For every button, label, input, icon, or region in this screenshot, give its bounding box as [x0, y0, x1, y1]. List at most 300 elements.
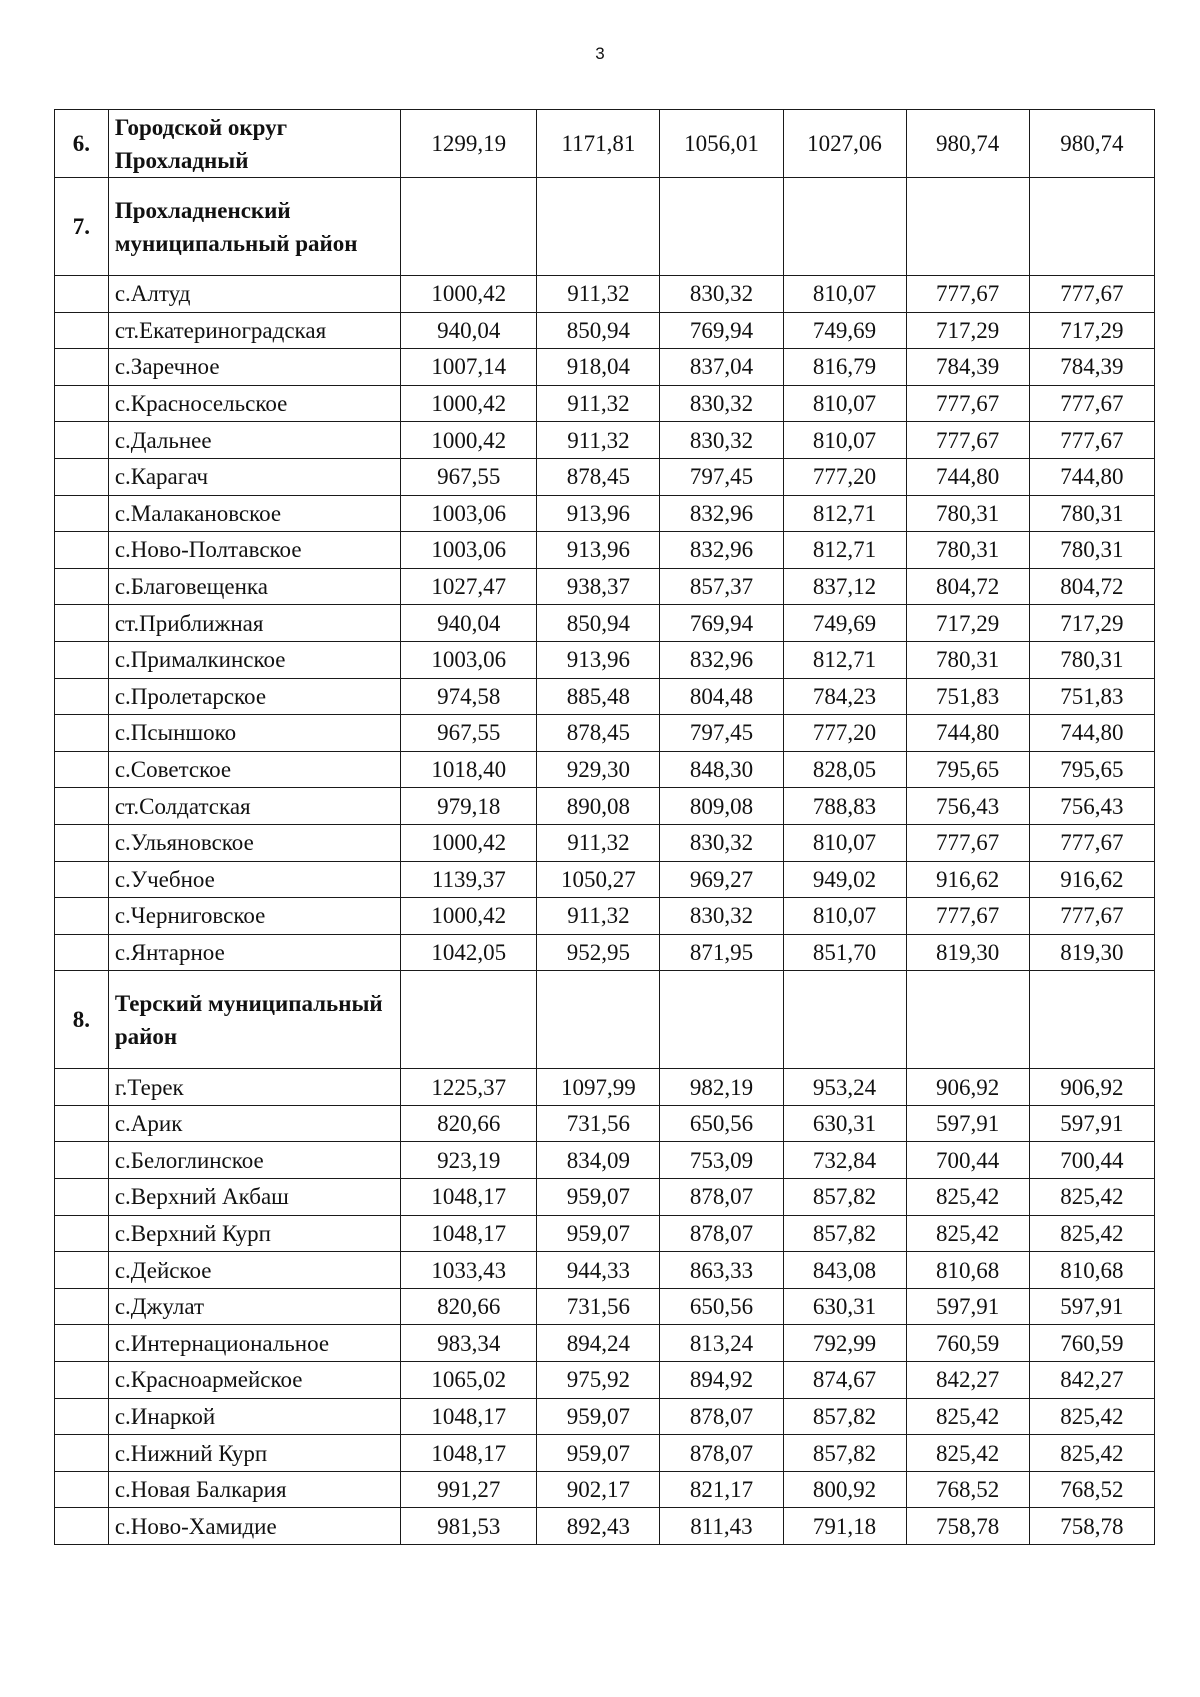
settlement-name: с.Красносельское [108, 385, 400, 422]
value-cell: 777,67 [1029, 276, 1154, 313]
settlement-name: с.Нижний Курп [108, 1435, 400, 1472]
settlement-name: с.Заречное [108, 349, 400, 386]
table-row [55, 422, 1155, 459]
index-cell [55, 1398, 109, 1435]
index-cell [55, 1252, 109, 1289]
table-row [55, 312, 1155, 349]
value-cell: 890,08 [537, 788, 660, 825]
index-cell [55, 532, 109, 569]
value-cell: 1050,27 [537, 861, 660, 898]
settlement-name: с.Арик [108, 1105, 400, 1142]
index-cell [55, 1215, 109, 1252]
value-cell: 804,72 [906, 568, 1029, 605]
value-cell: 825,42 [906, 1398, 1029, 1435]
settlement-name: с.Интернациональное [108, 1325, 400, 1362]
section-value-cell [783, 178, 906, 276]
value-cell: 843,08 [783, 1252, 906, 1289]
table-row [55, 1179, 1155, 1216]
value-cell: 797,45 [660, 458, 783, 495]
value-cell: 851,70 [783, 934, 906, 971]
value-cell: 812,71 [783, 495, 906, 532]
value-cell: 874,67 [783, 1362, 906, 1399]
value-cell: 744,80 [906, 458, 1029, 495]
value-cell: 916,62 [1029, 861, 1154, 898]
value-cell: 1027,47 [401, 568, 537, 605]
value-cell: 892,43 [537, 1508, 660, 1545]
section-title: Терский муниципальный район [108, 971, 400, 1069]
index-cell [55, 824, 109, 861]
value-cell: 949,02 [783, 861, 906, 898]
value-cell: 819,30 [906, 934, 1029, 971]
value-cell: 911,32 [537, 276, 660, 313]
value-cell: 1000,42 [401, 824, 537, 861]
index-cell [55, 1435, 109, 1472]
value-cell: 959,07 [537, 1215, 660, 1252]
value-cell: 1000,42 [401, 898, 537, 935]
value-cell: 959,07 [537, 1398, 660, 1435]
value-cell: 821,17 [660, 1471, 783, 1508]
value-cell: 863,33 [660, 1252, 783, 1289]
value-cell: 630,31 [783, 1288, 906, 1325]
value-cell: 830,32 [660, 898, 783, 935]
index-cell [55, 385, 109, 422]
table-row [55, 349, 1155, 386]
value-cell: 816,79 [783, 349, 906, 386]
value-cell: 825,42 [1029, 1215, 1154, 1252]
value-cell: 777,67 [1029, 385, 1154, 422]
settlement-name: с.Малакановское [108, 495, 400, 532]
index-cell [55, 934, 109, 971]
value-cell: 1048,17 [401, 1398, 537, 1435]
value-cell: 1018,40 [401, 751, 537, 788]
table-row [55, 1288, 1155, 1325]
value-cell: 784,39 [1029, 349, 1154, 386]
value-cell: 857,82 [783, 1215, 906, 1252]
value-cell: 804,72 [1029, 568, 1154, 605]
value-cell: 983,34 [401, 1325, 537, 1362]
table-body [55, 110, 1155, 1545]
table-row [55, 532, 1155, 569]
section-value-cell [906, 971, 1029, 1069]
settlement-name: с.Алтуд [108, 276, 400, 313]
index-cell [55, 1069, 109, 1106]
settlement-name: с.Черниговское [108, 898, 400, 935]
table-row [55, 385, 1155, 422]
value-cell: 878,07 [660, 1215, 783, 1252]
table-row [55, 1215, 1155, 1252]
value-cell: 797,45 [660, 715, 783, 752]
value-cell: 751,83 [1029, 678, 1154, 715]
section-value-cell [1029, 971, 1154, 1069]
value-cell: 913,96 [537, 532, 660, 569]
table-row [55, 641, 1155, 678]
settlement-name: с.Красноармейское [108, 1362, 400, 1399]
value-cell: 795,65 [906, 751, 1029, 788]
value-cell: 885,48 [537, 678, 660, 715]
value-cell: 902,17 [537, 1471, 660, 1508]
value-cell: 744,80 [1029, 715, 1154, 752]
value-cell: 825,42 [1029, 1435, 1154, 1472]
value-cell: 717,29 [1029, 605, 1154, 642]
value-cell: 894,92 [660, 1362, 783, 1399]
value-cell: 842,27 [1029, 1362, 1154, 1399]
value-cell: 878,07 [660, 1179, 783, 1216]
index-cell [55, 1105, 109, 1142]
section-index: 7. [55, 178, 109, 276]
table-row [55, 788, 1155, 825]
value-cell: 819,30 [1029, 934, 1154, 971]
value-cell: 825,42 [906, 1215, 1029, 1252]
value-cell: 760,59 [1029, 1325, 1154, 1362]
section-value-cell: 980,74 [906, 110, 1029, 178]
value-cell: 1048,17 [401, 1215, 537, 1252]
section-value-cell: 980,74 [1029, 110, 1154, 178]
value-cell: 810,07 [783, 422, 906, 459]
value-cell: 834,09 [537, 1142, 660, 1179]
index-cell [55, 1508, 109, 1545]
value-cell: 717,29 [906, 605, 1029, 642]
settlement-name: ст.Приближная [108, 605, 400, 642]
value-cell: 1042,05 [401, 934, 537, 971]
section-value-cell [401, 178, 537, 276]
value-cell: 810,07 [783, 276, 906, 313]
value-cell: 753,09 [660, 1142, 783, 1179]
value-cell: 1007,14 [401, 349, 537, 386]
value-cell: 768,52 [906, 1471, 1029, 1508]
value-cell: 768,52 [1029, 1471, 1154, 1508]
settlement-name: ст.Екатериноградская [108, 312, 400, 349]
value-cell: 809,08 [660, 788, 783, 825]
value-cell: 795,65 [1029, 751, 1154, 788]
value-cell: 1048,17 [401, 1435, 537, 1472]
section-value-cell [660, 971, 783, 1069]
section-value-cell [537, 971, 660, 1069]
value-cell: 1139,37 [401, 861, 537, 898]
value-cell: 792,99 [783, 1325, 906, 1362]
value-cell: 749,69 [783, 605, 906, 642]
value-cell: 1000,42 [401, 276, 537, 313]
table-row [55, 1435, 1155, 1472]
index-cell [55, 1142, 109, 1179]
value-cell: 857,82 [783, 1398, 906, 1435]
table-row [55, 934, 1155, 971]
value-cell: 780,31 [906, 532, 1029, 569]
value-cell: 959,07 [537, 1435, 660, 1472]
page-number: 3 [595, 44, 605, 63]
value-cell: 788,83 [783, 788, 906, 825]
value-cell: 810,07 [783, 898, 906, 935]
value-cell: 780,31 [906, 495, 1029, 532]
value-cell: 758,78 [1029, 1508, 1154, 1545]
index-cell [55, 312, 109, 349]
value-cell: 982,19 [660, 1069, 783, 1106]
tariff-table [54, 109, 1155, 1545]
value-cell: 878,07 [660, 1435, 783, 1472]
value-cell: 731,56 [537, 1288, 660, 1325]
value-cell: 1000,42 [401, 385, 537, 422]
value-cell: 751,83 [906, 678, 1029, 715]
settlement-name: с.Дейское [108, 1252, 400, 1289]
value-cell: 979,18 [401, 788, 537, 825]
table-row [55, 1508, 1155, 1545]
value-cell: 1033,43 [401, 1252, 537, 1289]
value-cell: 906,92 [906, 1069, 1029, 1106]
value-cell: 913,96 [537, 641, 660, 678]
settlement-name: с.Прималкинское [108, 641, 400, 678]
value-cell: 650,56 [660, 1288, 783, 1325]
section-value-cell: 1027,06 [783, 110, 906, 178]
value-cell: 744,80 [1029, 458, 1154, 495]
value-cell: 597,91 [1029, 1288, 1154, 1325]
table-row [55, 861, 1155, 898]
settlement-name: с.Новая Балкария [108, 1471, 400, 1508]
section-title: Городской округ Прохладный [108, 110, 400, 178]
index-cell [55, 715, 109, 752]
section-value-cell: 1171,81 [537, 110, 660, 178]
section-index: 8. [55, 971, 109, 1069]
settlement-name: с.Верхний Курп [108, 1215, 400, 1252]
settlement-name: с.Ульяновское [108, 824, 400, 861]
table-row [55, 495, 1155, 532]
value-cell: 953,24 [783, 1069, 906, 1106]
value-cell: 967,55 [401, 458, 537, 495]
section-row [55, 110, 1155, 178]
value-cell: 1097,99 [537, 1069, 660, 1106]
value-cell: 804,48 [660, 678, 783, 715]
settlement-name: с.Ново-Хамидие [108, 1508, 400, 1545]
table-row [55, 1471, 1155, 1508]
section-value-cell [401, 971, 537, 1069]
section-value-cell: 1299,19 [401, 110, 537, 178]
index-cell [55, 605, 109, 642]
index-cell [55, 1325, 109, 1362]
table-row [55, 1105, 1155, 1142]
settlement-name: с.Джулат [108, 1288, 400, 1325]
settlement-name: ст.Солдатская [108, 788, 400, 825]
value-cell: 1048,17 [401, 1179, 537, 1216]
table-row [55, 568, 1155, 605]
value-cell: 777,20 [783, 715, 906, 752]
table-row [55, 1362, 1155, 1399]
value-cell: 777,20 [783, 458, 906, 495]
value-cell: 1225,37 [401, 1069, 537, 1106]
table-row [55, 276, 1155, 313]
value-cell: 784,39 [906, 349, 1029, 386]
section-row [55, 971, 1155, 1069]
value-cell: 830,32 [660, 276, 783, 313]
value-cell: 700,44 [1029, 1142, 1154, 1179]
index-cell [55, 1179, 109, 1216]
value-cell: 810,68 [906, 1252, 1029, 1289]
value-cell: 1065,02 [401, 1362, 537, 1399]
section-value-cell [660, 178, 783, 276]
table-row [55, 605, 1155, 642]
value-cell: 857,82 [783, 1179, 906, 1216]
index-cell [55, 788, 109, 825]
value-cell: 837,12 [783, 568, 906, 605]
value-cell: 769,94 [660, 312, 783, 349]
value-cell: 825,42 [906, 1179, 1029, 1216]
value-cell: 769,94 [660, 605, 783, 642]
value-cell: 756,43 [1029, 788, 1154, 825]
settlement-name: с.Верхний Акбаш [108, 1179, 400, 1216]
value-cell: 777,67 [906, 276, 1029, 313]
table-row [55, 898, 1155, 935]
value-cell: 830,32 [660, 422, 783, 459]
value-cell: 916,62 [906, 861, 1029, 898]
value-cell: 832,96 [660, 532, 783, 569]
table-row [55, 1069, 1155, 1106]
table-row [55, 458, 1155, 495]
value-cell: 650,56 [660, 1105, 783, 1142]
settlement-name: с.Инаркой [108, 1398, 400, 1435]
settlement-name: с.Ново-Полтавское [108, 532, 400, 569]
index-cell [55, 568, 109, 605]
settlement-name: с.Пролетарское [108, 678, 400, 715]
value-cell: 760,59 [906, 1325, 1029, 1362]
value-cell: 969,27 [660, 861, 783, 898]
section-value-cell [783, 971, 906, 1069]
section-row [55, 178, 1155, 276]
section-value-cell: 1056,01 [660, 110, 783, 178]
index-cell [55, 349, 109, 386]
value-cell: 780,31 [1029, 495, 1154, 532]
value-cell: 812,71 [783, 532, 906, 569]
table-row [55, 1398, 1155, 1435]
table-row [55, 751, 1155, 788]
table-row [55, 715, 1155, 752]
value-cell: 597,91 [906, 1105, 1029, 1142]
value-cell: 784,23 [783, 678, 906, 715]
value-cell: 777,67 [906, 385, 1029, 422]
value-cell: 777,67 [1029, 898, 1154, 935]
value-cell: 842,27 [906, 1362, 1029, 1399]
value-cell: 597,91 [906, 1288, 1029, 1325]
settlement-name: с.Янтарное [108, 934, 400, 971]
value-cell: 791,18 [783, 1508, 906, 1545]
settlement-name: г.Терек [108, 1069, 400, 1106]
value-cell: 810,07 [783, 385, 906, 422]
value-cell: 828,05 [783, 751, 906, 788]
settlement-name: с.Псыншоко [108, 715, 400, 752]
value-cell: 825,42 [906, 1435, 1029, 1472]
index-cell [55, 751, 109, 788]
value-cell: 967,55 [401, 715, 537, 752]
value-cell: 991,27 [401, 1471, 537, 1508]
table-row [55, 824, 1155, 861]
value-cell: 825,42 [1029, 1179, 1154, 1216]
section-index: 6. [55, 110, 109, 178]
value-cell: 780,31 [1029, 641, 1154, 678]
value-cell: 952,95 [537, 934, 660, 971]
value-cell: 1003,06 [401, 532, 537, 569]
value-cell: 911,32 [537, 824, 660, 861]
value-cell: 810,68 [1029, 1252, 1154, 1289]
index-cell [55, 898, 109, 935]
value-cell: 1003,06 [401, 641, 537, 678]
value-cell: 731,56 [537, 1105, 660, 1142]
value-cell: 918,04 [537, 349, 660, 386]
value-cell: 929,30 [537, 751, 660, 788]
value-cell: 811,43 [660, 1508, 783, 1545]
value-cell: 911,32 [537, 898, 660, 935]
value-cell: 857,82 [783, 1435, 906, 1472]
value-cell: 974,58 [401, 678, 537, 715]
index-cell [55, 458, 109, 495]
section-title: Прохладненский муниципальный район [108, 178, 400, 276]
index-cell [55, 678, 109, 715]
index-cell [55, 861, 109, 898]
value-cell: 732,84 [783, 1142, 906, 1179]
value-cell: 1000,42 [401, 422, 537, 459]
value-cell: 944,33 [537, 1252, 660, 1289]
value-cell: 820,66 [401, 1105, 537, 1142]
value-cell: 938,37 [537, 568, 660, 605]
value-cell: 850,94 [537, 605, 660, 642]
value-cell: 830,32 [660, 824, 783, 861]
settlement-name: с.Дальнее [108, 422, 400, 459]
index-cell [55, 1471, 109, 1508]
value-cell: 911,32 [537, 422, 660, 459]
value-cell: 810,07 [783, 824, 906, 861]
settlement-name: с.Советское [108, 751, 400, 788]
table-row [55, 1142, 1155, 1179]
value-cell: 975,92 [537, 1362, 660, 1399]
table-row [55, 1252, 1155, 1289]
value-cell: 848,30 [660, 751, 783, 788]
value-cell: 911,32 [537, 385, 660, 422]
index-cell [55, 1362, 109, 1399]
value-cell: 630,31 [783, 1105, 906, 1142]
value-cell: 700,44 [906, 1142, 1029, 1179]
value-cell: 756,43 [906, 788, 1029, 825]
index-cell [55, 641, 109, 678]
value-cell: 825,42 [1029, 1398, 1154, 1435]
value-cell: 878,07 [660, 1398, 783, 1435]
value-cell: 777,67 [1029, 824, 1154, 861]
value-cell: 878,45 [537, 458, 660, 495]
value-cell: 744,80 [906, 715, 1029, 752]
value-cell: 959,07 [537, 1179, 660, 1216]
value-cell: 749,69 [783, 312, 906, 349]
value-cell: 857,37 [660, 568, 783, 605]
index-cell [55, 422, 109, 459]
value-cell: 871,95 [660, 934, 783, 971]
value-cell: 850,94 [537, 312, 660, 349]
value-cell: 832,96 [660, 495, 783, 532]
value-cell: 597,91 [1029, 1105, 1154, 1142]
value-cell: 780,31 [1029, 532, 1154, 569]
table-row [55, 678, 1155, 715]
value-cell: 780,31 [906, 641, 1029, 678]
settlement-name: с.Благовещенка [108, 568, 400, 605]
value-cell: 758,78 [906, 1508, 1029, 1545]
section-value-cell [1029, 178, 1154, 276]
value-cell: 800,92 [783, 1471, 906, 1508]
index-cell [55, 276, 109, 313]
index-cell [55, 495, 109, 532]
value-cell: 777,67 [906, 824, 1029, 861]
value-cell: 1003,06 [401, 495, 537, 532]
settlement-name: с.Учебное [108, 861, 400, 898]
value-cell: 894,24 [537, 1325, 660, 1362]
value-cell: 820,66 [401, 1288, 537, 1325]
value-cell: 777,67 [906, 422, 1029, 459]
value-cell: 812,71 [783, 641, 906, 678]
value-cell: 940,04 [401, 312, 537, 349]
value-cell: 923,19 [401, 1142, 537, 1179]
value-cell: 777,67 [906, 898, 1029, 935]
